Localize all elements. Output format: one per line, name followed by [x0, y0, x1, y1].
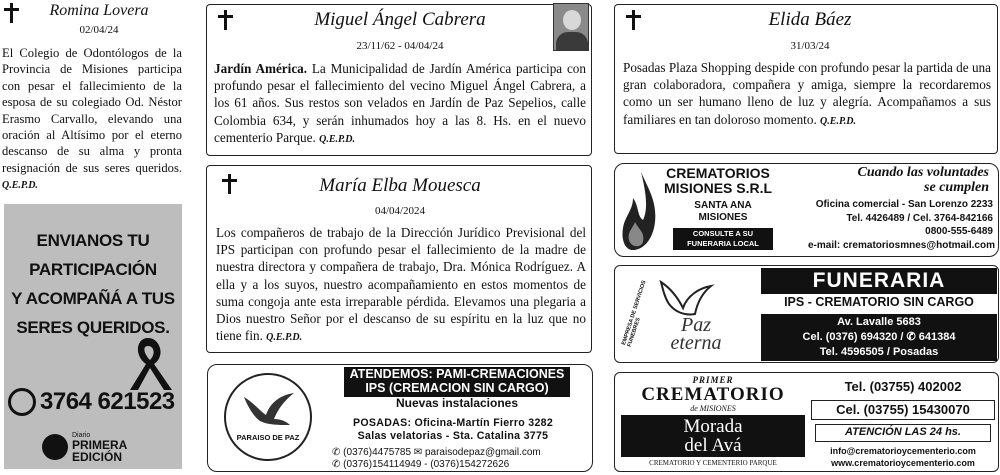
logo-text: PRIMERA	[72, 438, 128, 452]
ad-contacts	[811, 445, 995, 469]
notice-text	[214, 60, 586, 148]
address-line: Av. Lavalle 5683	[837, 316, 921, 328]
ad-subtitle: Nuevas instalaciones	[395, 396, 519, 410]
deceased-name: Romina Lovera	[49, 2, 149, 19]
consult-badge	[673, 228, 773, 250]
notice-date: 31/03/24	[790, 40, 830, 52]
opening-hours: ATENCIÓN LAS 24 hs.	[815, 424, 991, 442]
logo-text: Morada	[683, 416, 743, 437]
paraiso-logo	[224, 373, 312, 461]
company-location	[673, 200, 773, 224]
logo-text: EDICIÓN	[72, 450, 123, 464]
email-address: e-mail: crematoriosmnes@hotmail.com	[807, 240, 995, 251]
slogan-line: Cuando las voluntades	[857, 165, 989, 180]
notice-date: 02/04/24	[79, 24, 119, 36]
notice-date: 04/04/2024	[374, 205, 426, 217]
arc-text: EMPRESA DE SERVICIOS FUNEBRES	[621, 279, 648, 348]
ad-contacts	[761, 314, 997, 361]
phone-number: Cel. (0376) 694320 / ✆ 641384	[802, 331, 956, 343]
ad-line: PARTICIPACIÓN	[29, 260, 157, 279]
primera-edicion-logo	[42, 432, 152, 464]
ad-contacts	[332, 447, 588, 471]
ad-primera-edicion	[4, 204, 182, 469]
ad-footer: CREMATORIO Y CEMENTERIO PARQUE	[649, 459, 777, 467]
phone-number: (0376)154114949 - (0376)154272626	[343, 459, 510, 470]
notice-body: Posadas Plaza Shopping despide con profundo pesar la partida de una gran colaboradora, compañera y amiga, siempre la recordaremos como un ser humano lleno de luz y alegría. Acompañamos a sus familiares en tan doloroso momento.	[623, 60, 991, 127]
phone-number: Tel. 4596505 / Posadas	[819, 346, 939, 358]
ad-subtitle: de MISIONES	[690, 404, 736, 413]
notice-lead: Jardín América.	[214, 61, 308, 76]
ad-phone	[8, 382, 178, 422]
company-name-line: CREMATORIOS	[666, 165, 770, 181]
ad-addresses	[328, 417, 578, 443]
ad-slogan	[793, 165, 989, 195]
banner-line: ATENDEMOS: PAMI-CREMACIONES	[349, 367, 565, 381]
phone-number: Tel. 4426489 / Cel. 3764-842166	[846, 212, 993, 224]
ad-subtitle: IPS - CREMATORIO SIN CARGO	[784, 295, 974, 309]
ad-paz-eterna	[614, 265, 999, 363]
cross-icon	[4, 3, 18, 23]
logo-text: del Avá	[684, 435, 742, 456]
qepd: Q.E.P.D.	[266, 332, 303, 344]
whatsapp-icon: ✆	[332, 459, 341, 470]
logo-text: PARAISO DE PAZ	[236, 433, 300, 442]
deceased-name: Elida Báez	[768, 9, 852, 30]
deceased-name: María Elba Mouesca	[319, 175, 481, 196]
cross-icon	[218, 10, 232, 30]
notice-text	[216, 224, 586, 346]
phone-number: (0376)4475785	[343, 447, 412, 458]
mail-icon: ✉	[413, 447, 423, 458]
email-address: paraisodepaz@gmail.com	[424, 447, 541, 458]
address-line: POSADAS: Oficina-Martín Fierro 3282	[352, 417, 554, 429]
ad-message	[4, 226, 182, 342]
company-name-line: MISIONES S.R.L	[663, 180, 773, 196]
ad-title: FUNERARIA	[761, 268, 997, 294]
ad-morada-del-ava	[614, 372, 999, 472]
ad-banner	[344, 367, 570, 397]
ad-kicker: PRIMER	[692, 375, 734, 385]
notice-date: 23/11/62 - 04/04/24	[356, 40, 444, 52]
logo-text: Paz	[681, 314, 711, 336]
ad-title: CREMATORIO	[641, 384, 785, 405]
company-name	[653, 166, 783, 196]
address-line: Salas velatorias - Sta. Catalina 3775	[357, 430, 549, 442]
notice-body: Los compañeros de trabajo de la Dirección Jurídico Previsional del IPS participan con profundo pesar el fallecimiento de la madre de nuestra directora y compañera de trabajo, Dra. Mónica Rodríguez. A ella y a los suyos, nuestro acompañamiento en estos momentos de suma congoja ante esta irreparable pérdida. Elevamos una plegaria a Dios nuestro Señor por el descanso de su espíritu en la luz que no tiene fin.	[216, 225, 586, 344]
qepd: Q.E.P.D.	[820, 115, 856, 127]
notice-body: El Colegio de Odontólogos de la Provincia de Misiones participa con pesar el fallecimiento de la esposa de su colegiado Od. Néstor Erasmo Carvallo, elevando una oración al Altísimo por el eterno descanso de su alma y pronta resignación de sus seres queridos.	[2, 46, 182, 175]
cross-icon	[626, 10, 640, 30]
ad-paraiso-de-paz	[207, 364, 593, 472]
whatsapp-icon	[8, 388, 36, 416]
qepd: Q.E.P.D.	[319, 133, 356, 145]
deceased-photo	[553, 3, 589, 51]
slogan-line: se cumplen	[924, 180, 989, 195]
notice-body: La Municipalidad de Jardín América participa con profundo pesar el fallecimiento del vecino Miguel Ángel Cabrera, a los 61 años. Sus restos son velados en Jardín de Paz Sepelios, calle Colombia 634, y serán inhumados hoy a las 8. Hs. en el nuevo cementerio Parque.	[214, 61, 586, 145]
phone-number: Cel. (03755) 15430070	[811, 400, 995, 420]
photo-face	[563, 10, 581, 30]
ad-line: ENVIANOS TU	[36, 231, 150, 250]
location-line: MISIONES	[698, 212, 748, 223]
ad-crematorios-misiones	[614, 163, 999, 257]
banner-line: IPS (CREMACION SIN CARGO)	[365, 381, 549, 395]
phone-number: 3764 621523	[40, 388, 175, 415]
badge-line: FUNERARIA LOCAL	[687, 239, 759, 248]
deceased-name: Miguel Ángel Cabrera	[314, 9, 486, 30]
cross-icon	[222, 174, 236, 194]
ad-line: SERES QUERIDOS.	[16, 318, 170, 337]
tollfree-number: 0800-555-6489	[925, 226, 993, 237]
badge-line: CONSULTE A SU	[692, 229, 754, 238]
logo-small-text: Diario	[72, 432, 91, 439]
phone-number: Tel. (03755) 402002	[844, 379, 962, 394]
ad-line: Y ACOMPAÑÁ A TUS	[11, 289, 175, 308]
dove-icon	[240, 389, 298, 429]
ad-contacts	[775, 198, 993, 239]
website-link: www.crematorioycementerio.com	[831, 458, 975, 468]
morada-logo	[621, 415, 805, 457]
notice-text	[2, 45, 182, 195]
paz-eterna-logo	[651, 316, 741, 352]
logo-emblem-icon	[42, 434, 68, 460]
notice-text	[623, 59, 991, 130]
location-line: SANTA ANA	[694, 200, 752, 211]
qepd: Q.E.P.D.	[2, 180, 38, 192]
email-address: info@crematorioycementerio.com	[830, 446, 976, 456]
office-address: Oficina comercial - San Lorenzo 2233	[815, 199, 993, 210]
logo-text: eterna	[670, 332, 722, 354]
phone-icon: ✆	[332, 447, 341, 458]
photo-shoulders	[556, 32, 588, 51]
